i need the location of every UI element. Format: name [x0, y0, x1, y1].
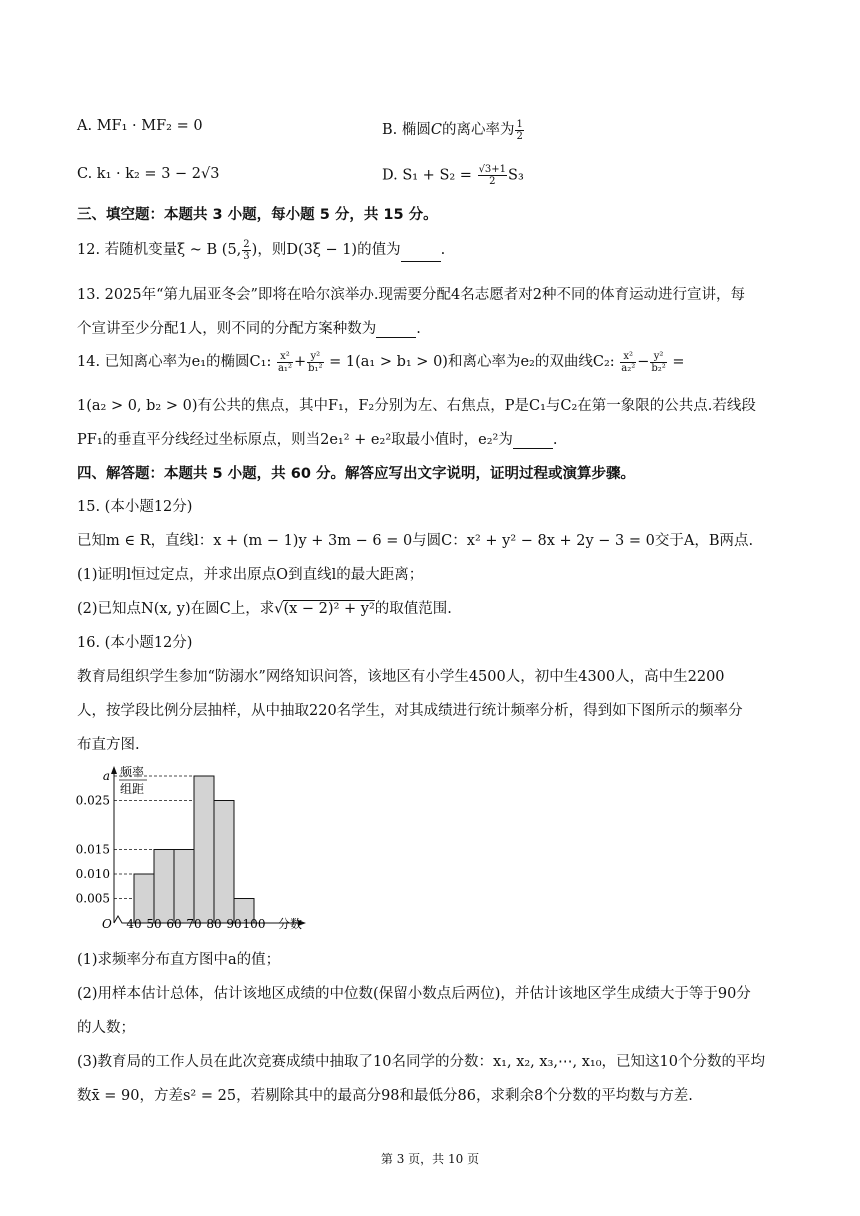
q14-line3-text: PF₁的垂直平分线经过坐标原点，则当2e₁² + e₂²取最小值时，e₂²为 [77, 432, 513, 448]
q14-frac-x-a1: $\frac{\text{x²}}{\text{a₁²}}$ [277, 350, 292, 374]
y-tick-label: 0.015 [75, 842, 110, 857]
q16-part2-line2: 的人数； [77, 1020, 135, 1036]
option-b-var: C [430, 122, 442, 138]
ylabel-bottom: 组距 [120, 782, 145, 796]
q12-prefix: 12. 若随机变量ξ ~ B [77, 242, 218, 258]
q12-end: . [440, 242, 446, 258]
q14-frac-y-b1: $\frac{\text{y²}}{\text{b₁²}}$ [308, 350, 323, 374]
q15-stem: 已知m ∈ R，直线l：x + (m − 1)y + 3m − 6 = 0与圆C：x² + y² − 8x + 2y − 3 = 0交于A，B两点. [77, 533, 754, 549]
q14-blank [513, 434, 553, 449]
q15-part2 [77, 597, 452, 618]
y-tick-label: 0.025 [75, 793, 110, 808]
question-12 [77, 238, 445, 262]
q14-line3 [77, 428, 557, 449]
option-a-text: A. MF₁ · MF₂ = 0 [77, 118, 203, 134]
q14-line2: 1(a₂ > 0, b₂ > 0)有公共的焦点，其中F₁，F₂分别为左、右焦点，P是C₁与C₂在第一象限的公共点.若线段 [77, 398, 756, 414]
section-4-heading: 四、解答题：本题共 5 小题，共 60 分。解答应写出文字说明，证明过程或演算步骤。 [77, 466, 635, 482]
q15-part2-b: 的取值范围. [374, 601, 452, 617]
sqrt-symbol: √ [274, 601, 284, 617]
option-c [77, 166, 219, 182]
q16-part3-line2: 数x̄ = 90，方差s² = 25，若剔除其中的最高分98和最低分86，求剩余8个分数的平均数与方差. [77, 1088, 693, 1104]
xlabel: 分数 [278, 917, 303, 931]
x-tick-label: 90 [226, 917, 242, 931]
q16-title: 16. (本小题12分) [77, 635, 193, 651]
section-3-heading: 三、填空题：本题共 3 小题，每小题 5 分，共 15 分。 [77, 207, 438, 223]
page-footer: 第 3 页，共 10 页 [380, 1152, 480, 1166]
q16-line2: 人，按学段比例分层抽样，从中抽取220名学生，对其成绩进行统计频率分析，得到如下图所示的频率分 [77, 703, 743, 719]
x-tick-label: 70 [186, 917, 202, 931]
histogram-bar-70-80 [194, 776, 214, 923]
q13-line2-text: 个宣讲至少分配1人，则不同的分配方案种数为 [77, 321, 377, 337]
q15-part2-a: (2)已知点N(x, y)在圆C上，求 [77, 601, 275, 617]
q13-line1: 13. 2025年“第九届亚冬会”即将在哈尔滨举办.现需要分配4名志愿者对2种不同的体育运动进行宣讲，每 [77, 287, 745, 303]
q12-blank [401, 247, 441, 262]
q16-part2-line1: (2)用样本估计总体，估计该地区成绩的中位数(保留小数点后两位)，并估计该地区学生成绩大于等于90分 [77, 986, 751, 1002]
q14-line1-c: = [667, 354, 685, 370]
x-tick-label: 100 [242, 917, 266, 931]
q15-title: 15. (本小题12分) [77, 499, 193, 515]
q12-mid: ，则D(3ξ − 1)的值为 [257, 242, 401, 258]
option-d-prefix: D. S₁ + S₂ = [382, 167, 472, 184]
q14-line1-b: = 1(a₁ > b₁ > 0)和离心率为e₂的双曲线C₂: [324, 354, 620, 370]
option-d-suffix: S₃ [508, 167, 524, 184]
q16-part3-line1: (3)教育局的工作人员在此次竞赛成绩中抽取了10名同学的分数：x₁, x₂, x₃,⋯, x₁₀，已知这10个分数的平均 [77, 1054, 765, 1070]
option-d [382, 164, 524, 187]
y-tick-label: 0.005 [75, 891, 110, 906]
q16-part1: (1)求频率分布直方图中a的值； [77, 952, 281, 968]
ylabel-top: 频率 [120, 765, 145, 779]
histogram-bar-50-60 [154, 850, 174, 924]
option-a [77, 118, 203, 134]
q15-sqrt-content: (x − 2)² + y² [283, 601, 375, 617]
frequency-histogram [74, 763, 324, 933]
q15-part1: (1)证明l恒过定点，并求出原点O到直线l的最大距离； [77, 567, 424, 583]
axis-break-mark [114, 916, 126, 923]
y-tick-label: 0.010 [75, 867, 110, 881]
y-axis-arrow [111, 766, 117, 774]
q16-line1: 教育局组织学生参加“防溺水”网络知识问答，该地区有小学生4500人，初中生4300人，高中生2200 [77, 669, 725, 685]
origin-label: O [102, 917, 112, 931]
q14-frac-y-b2: $\frac{\text{y²}}{\text{b₂²}}$ [651, 350, 666, 374]
q14-line1: 14. 已知离心率为e₁的椭圆C₁: $\frac{\text{x²}}{\text{a₁²}}$ + $\frac{\text{y²}}{\text{b₁²}}$ = 1(a₁ > b₁ > 0)和离心率为e₂的双曲线C₂: $\frac{\text{x²}}{\text{a₂²}}$ − $\frac{\text{y²}}{\text{b₂²}}$ = [77, 350, 685, 374]
q16-line3: 布直方图. [77, 737, 140, 753]
option-b-suffix: 的离心率为 [441, 122, 515, 138]
q13-blank [376, 323, 416, 338]
option-b [382, 118, 525, 142]
q12-params: (5, $\frac{2}{3}$ ) [221, 238, 258, 262]
q14-end: . [552, 432, 558, 448]
y-tick-label: a [102, 769, 110, 783]
option-d-frac: $\frac{√3+1}{2}$ [478, 164, 507, 187]
x-tick-label: 80 [206, 917, 222, 931]
option-b-prefix: B. 椭圆 [382, 122, 431, 138]
x-tick-label: 40 [126, 917, 142, 931]
q14-frac-x-a2: $\frac{\text{x²}}{\text{a₂²}}$ [621, 350, 636, 374]
histogram-bar-40-50 [134, 874, 154, 923]
q13-line2 [77, 317, 421, 338]
q14-line1-a: 14. 已知离心率为e₁的椭圆C₁: [77, 354, 276, 370]
x-tick-label: 60 [166, 917, 182, 931]
q13-end: . [416, 321, 421, 337]
x-tick-label: 50 [146, 917, 162, 931]
histogram-bar-60-70 [174, 850, 194, 924]
option-b-frac: $\frac{1}{2}$ [516, 118, 523, 142]
histogram-bar-80-90 [214, 801, 234, 924]
option-c-text: C. k₁ · k₂ = 3 − 2√3 [77, 166, 220, 182]
